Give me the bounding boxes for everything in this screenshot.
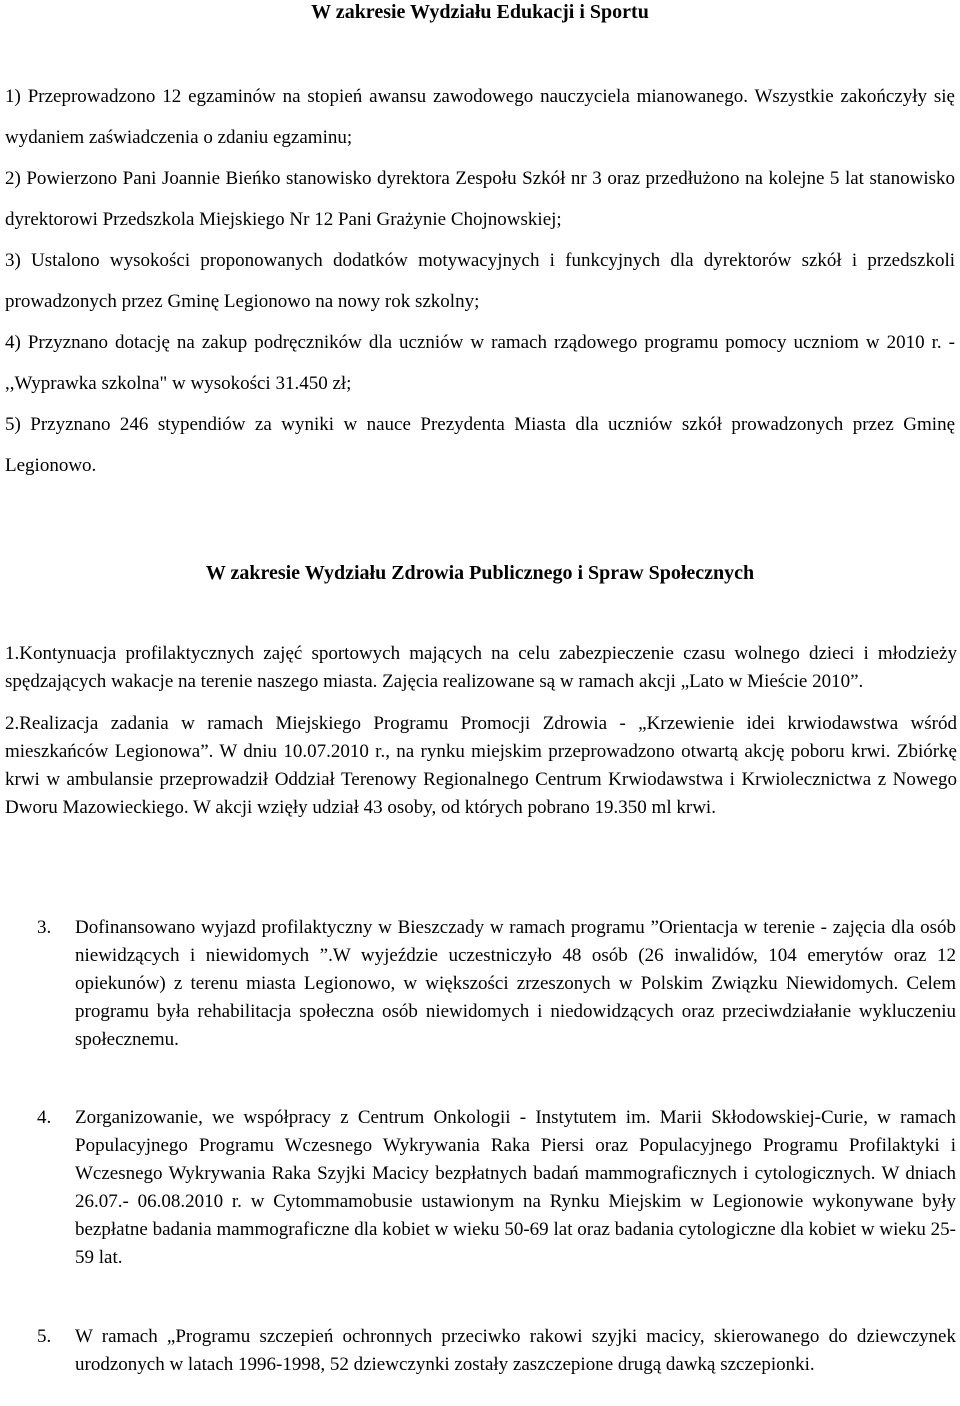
section-heading-health: W zakresie Wydziału Zdrowia Publicznego i Spraw Społecznych (205, 562, 755, 584)
education-item-1: 1) Przeprowadzono 12 egzaminów na stopień awansu zawodowego nauczyciela mianowanego. Wszystkie zakończyły się wydaniem zaświadczenia o zdaniu egzaminu; (5, 86, 955, 148)
health-item-1: 1.Kontynuacja profilaktycznych zajęć sportowych mających na celu zabezpieczenie czasu wolnego dzieci i młodzieży spędzających wakacje na terenie naszego miasta. Zajęcia realizowane są w ramach akcji „Lato w Mieście 2010”. (5, 643, 957, 692)
item-text: W ramach „Programu szczepień ochronnych przeciwko rakowi szyjki macicy, skierowanego do dziewczynek urodzonych w latach 1996-1998, 52 dziewczynki zostały zaszczepione drugą dawką szczepionki. (75, 1326, 956, 1375)
health-section-body (5, 640, 957, 836)
item-number: 3. (37, 917, 52, 938)
education-item-5: 5) Przyznano 246 stypendiów za wyniki w nauce Prezydenta Miasta dla uczniów szkół prowadzonych przez Gminę Legionowo. (5, 414, 955, 476)
education-item-3: 3) Ustalono wysokości proponowanych dodatków motywacyjnych i funkcyjnych dla dyrektorów szkół i przedszkoli prowadzonych przez Gminę Legionowo na nowy rok szkolny; (5, 250, 955, 312)
section-heading-education: W zakresie Wydziału Edukacji i Sportu (311, 1, 649, 23)
education-item-4: 4) Przyznano dotację na zakup podręczników dla uczniów w ramach rządowego programu pomocy uczniom w 2010 r. - ,,Wyprawka szkolna" w wysokości 31.450 zł; (5, 332, 955, 394)
item-text: Zorganizowanie, we współpracy z Centrum Onkologii - Instytutem im. Marii Skłodowskiej-Curie, w ramach Populacyjnego Programu Wczesnego Wykrywania Raka Piersi oraz Populacyjnego Programu Profilaktyki i Wczesnego Wykrywania Raka Szyjki Macicy bezpłatnych badań mammograficznych i cytologicznych. W dniach 26.07.- 06.08.2010 r. w Cytommamobusie ustawionym na Rynku Miejskim w Legionowie wykonywane były bezpłatne badania mammograficzne dla kobiet w wieku 50-69 lat oraz badania cytologiczne dla kobiet w wieku 25-59 lat. (75, 1107, 956, 1268)
item-number: 4. (37, 1107, 52, 1128)
education-section-body (5, 76, 955, 486)
item-number: 5. (37, 1326, 52, 1347)
health-item-2: 2.Realizacja zadania w ramach Miejskiego Programu Promocji Zdrowia - „Krzewienie idei krwiodawstwa wśród mieszkańców Legionowa”. W dniu 10.07.2010 r., na rynku miejskim przeprowadzono otwartą akcję poboru krwi. Zbiórkę krwi w ambulansie przeprowadził Oddział Terenowy Regionalnego Centrum Krwiodawstwa i Krwiolecznictwa z Nowego Dworu Mazowieckiego. W akcji wzięły udział 43 osoby, od których pobrano 19.350 ml krwi. (5, 713, 957, 818)
item-text: Dofinansowano wyjazd profilaktyczny w Bieszczady w ramach programu ”Orientacja w terenie - zajęcia dla osób niewidzących i niewidomych ”.W wyjeździe uczestniczyło 48 osób (26 inwalidów, 104 emerytów oraz 12 opiekunów) z terenu miasta Legionowo, w większości zrzeszonych w Polskim Związku Niewidomych. Celem programu była rehabilitacja społeczna osób niewidomych i niedowidzących oraz przeciwdziałanie wykluczeniu społecznemu. (75, 917, 956, 1050)
education-item-2: 2) Powierzono Pani Joannie Bieńko stanowisko dyrektora Zespołu Szkół nr 3 oraz przedłużono na kolejne 5 lat stanowisko dyrektorowi Przedszkola Miejskiego Nr 12 Pani Grażynie Chojnowskiej; (5, 168, 955, 230)
